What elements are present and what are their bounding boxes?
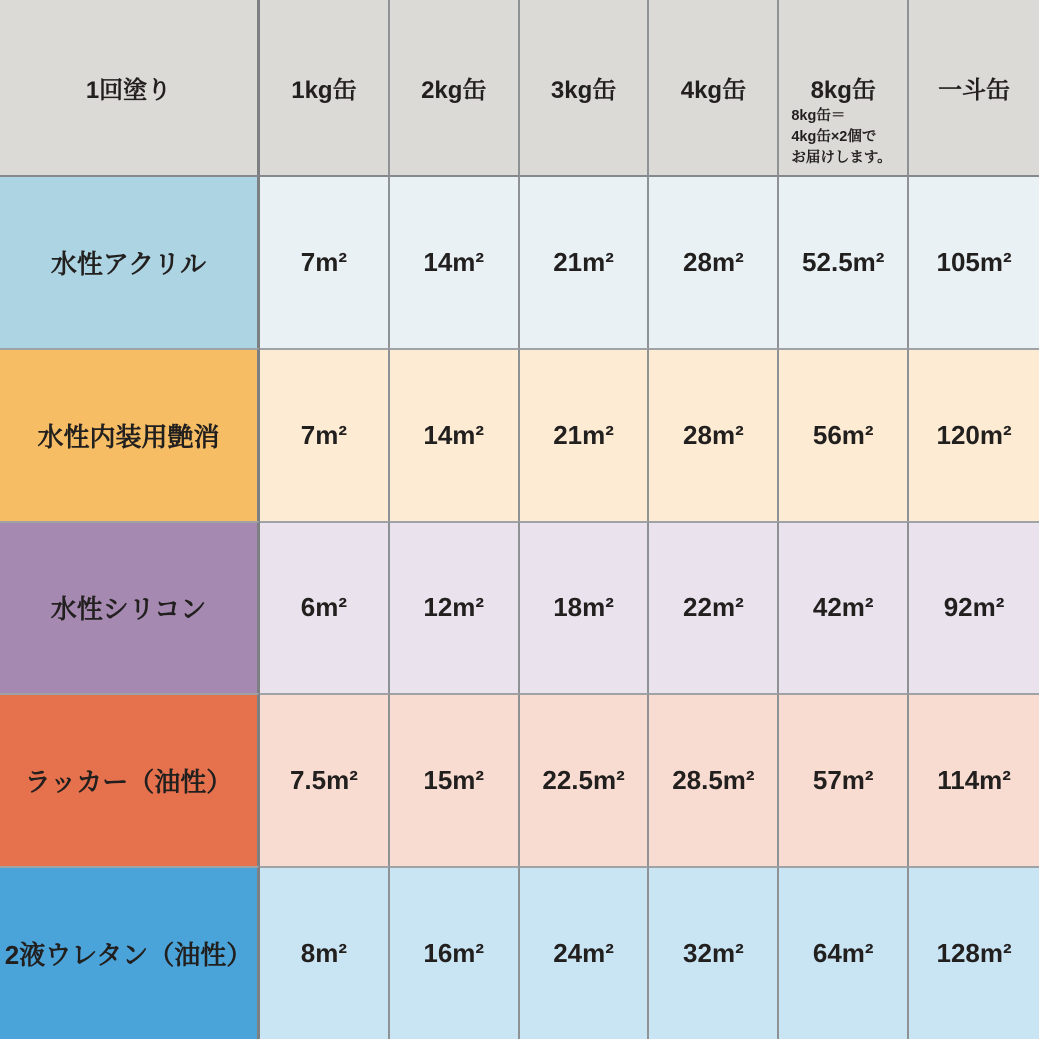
value-cell xyxy=(520,348,650,521)
value-cell xyxy=(649,866,779,1039)
note-line: 4kg缶×2個で xyxy=(791,128,877,145)
value-cell xyxy=(779,175,909,348)
coat-count-label: 1回塗り xyxy=(85,77,172,104)
coverage-value: 52.5m² xyxy=(802,246,885,277)
value-cell xyxy=(649,348,779,521)
coverage-value: 16m² xyxy=(423,938,485,969)
value-cell xyxy=(390,693,520,866)
value-cell xyxy=(520,175,650,348)
coverage-value: 114m² xyxy=(937,765,1011,796)
value-cell xyxy=(909,521,1039,694)
column-header-label: 1kg缶 xyxy=(291,77,357,104)
coverage-value: 22m² xyxy=(683,592,744,623)
value-cell xyxy=(779,521,909,694)
header-cell-3kg xyxy=(520,0,650,175)
value-cell xyxy=(390,521,520,694)
value-cell xyxy=(909,348,1039,521)
value-cell xyxy=(260,866,390,1039)
coverage-value: 42m² xyxy=(812,592,874,623)
column-header-label: 4kg缶 xyxy=(680,77,747,104)
header-cell-1kg xyxy=(260,0,390,175)
coverage-value: 14m² xyxy=(423,246,485,277)
column-header-label: 3kg缶 xyxy=(550,77,617,104)
value-cell xyxy=(520,693,650,866)
value-cell xyxy=(779,866,909,1039)
note-line: お届けします。 xyxy=(791,149,892,166)
value-cell xyxy=(649,175,779,348)
coverage-value: 21m² xyxy=(553,246,614,277)
coverage-value: 7.5m² xyxy=(289,765,358,796)
value-cell xyxy=(520,521,650,694)
coverage-value: 24m² xyxy=(553,938,614,969)
row-label-urethane-oil xyxy=(0,866,260,1039)
coverage-value: 7m² xyxy=(300,419,348,450)
value-cell xyxy=(260,521,390,694)
column-header-label: 一斗缶 xyxy=(938,77,1011,104)
row-label-water-acrylic xyxy=(0,175,260,348)
coverage-value: 8m² xyxy=(300,938,348,969)
value-cell xyxy=(260,348,390,521)
coverage-value: 28m² xyxy=(683,246,744,277)
coverage-value: 14m² xyxy=(423,419,485,450)
coverage-value: 7m² xyxy=(300,246,348,277)
coverage-value: 6m² xyxy=(300,592,348,623)
value-cell xyxy=(649,521,779,694)
header-cell-coat-count xyxy=(0,0,260,175)
coverage-value: 57m² xyxy=(812,765,874,796)
row-label-water-interior-matte xyxy=(0,348,260,521)
coverage-value: 92m² xyxy=(943,592,1005,623)
row-label-text: ラッカー（油性） xyxy=(24,767,233,798)
coverage-value: 105m² xyxy=(936,246,1012,277)
row-label-text: 水性アクリル xyxy=(50,248,207,279)
coverage-value: 22.5m² xyxy=(542,765,625,796)
value-cell xyxy=(909,866,1039,1039)
header-cell-4kg xyxy=(649,0,779,175)
value-cell xyxy=(779,693,909,866)
value-cell xyxy=(390,348,520,521)
note-line: 8kg缶＝ xyxy=(791,107,846,124)
value-cell xyxy=(520,866,650,1039)
coverage-value: 21m² xyxy=(553,419,614,450)
value-cell xyxy=(260,693,390,866)
row-label-text: 水性シリコン xyxy=(50,594,207,625)
coverage-value: 56m² xyxy=(812,419,874,450)
column-header-label: 2kg缶 xyxy=(421,77,487,104)
row-label-text: 2液ウレタン（油性） xyxy=(4,940,253,971)
row-label-water-silicone xyxy=(0,521,260,694)
coverage-value: 12m² xyxy=(423,592,485,623)
coverage-value: 64m² xyxy=(812,938,874,969)
coverage-value: 28m² xyxy=(683,419,744,450)
coverage-value: 120m² xyxy=(936,419,1012,450)
value-cell xyxy=(909,175,1039,348)
coverage-value: 128m² xyxy=(936,938,1012,969)
8kg-can-note xyxy=(791,106,903,169)
value-cell xyxy=(260,175,390,348)
coverage-value: 32m² xyxy=(683,938,744,969)
value-cell xyxy=(390,175,520,348)
row-label-text: 水性内装用艶消 xyxy=(37,421,220,452)
value-cell xyxy=(649,693,779,866)
value-cell xyxy=(779,348,909,521)
row-label-lacquer-oil xyxy=(0,693,260,866)
header-cell-itto xyxy=(909,0,1039,175)
header-cell-8kg xyxy=(779,0,909,175)
coverage-value: 18m² xyxy=(553,592,614,623)
value-cell xyxy=(390,866,520,1039)
coverage-value: 15m² xyxy=(423,765,485,796)
value-cell xyxy=(909,693,1039,866)
column-header-label: 8kg缶 xyxy=(810,77,876,104)
coverage-value: 28.5m² xyxy=(672,765,755,796)
header-cell-2kg xyxy=(390,0,520,175)
